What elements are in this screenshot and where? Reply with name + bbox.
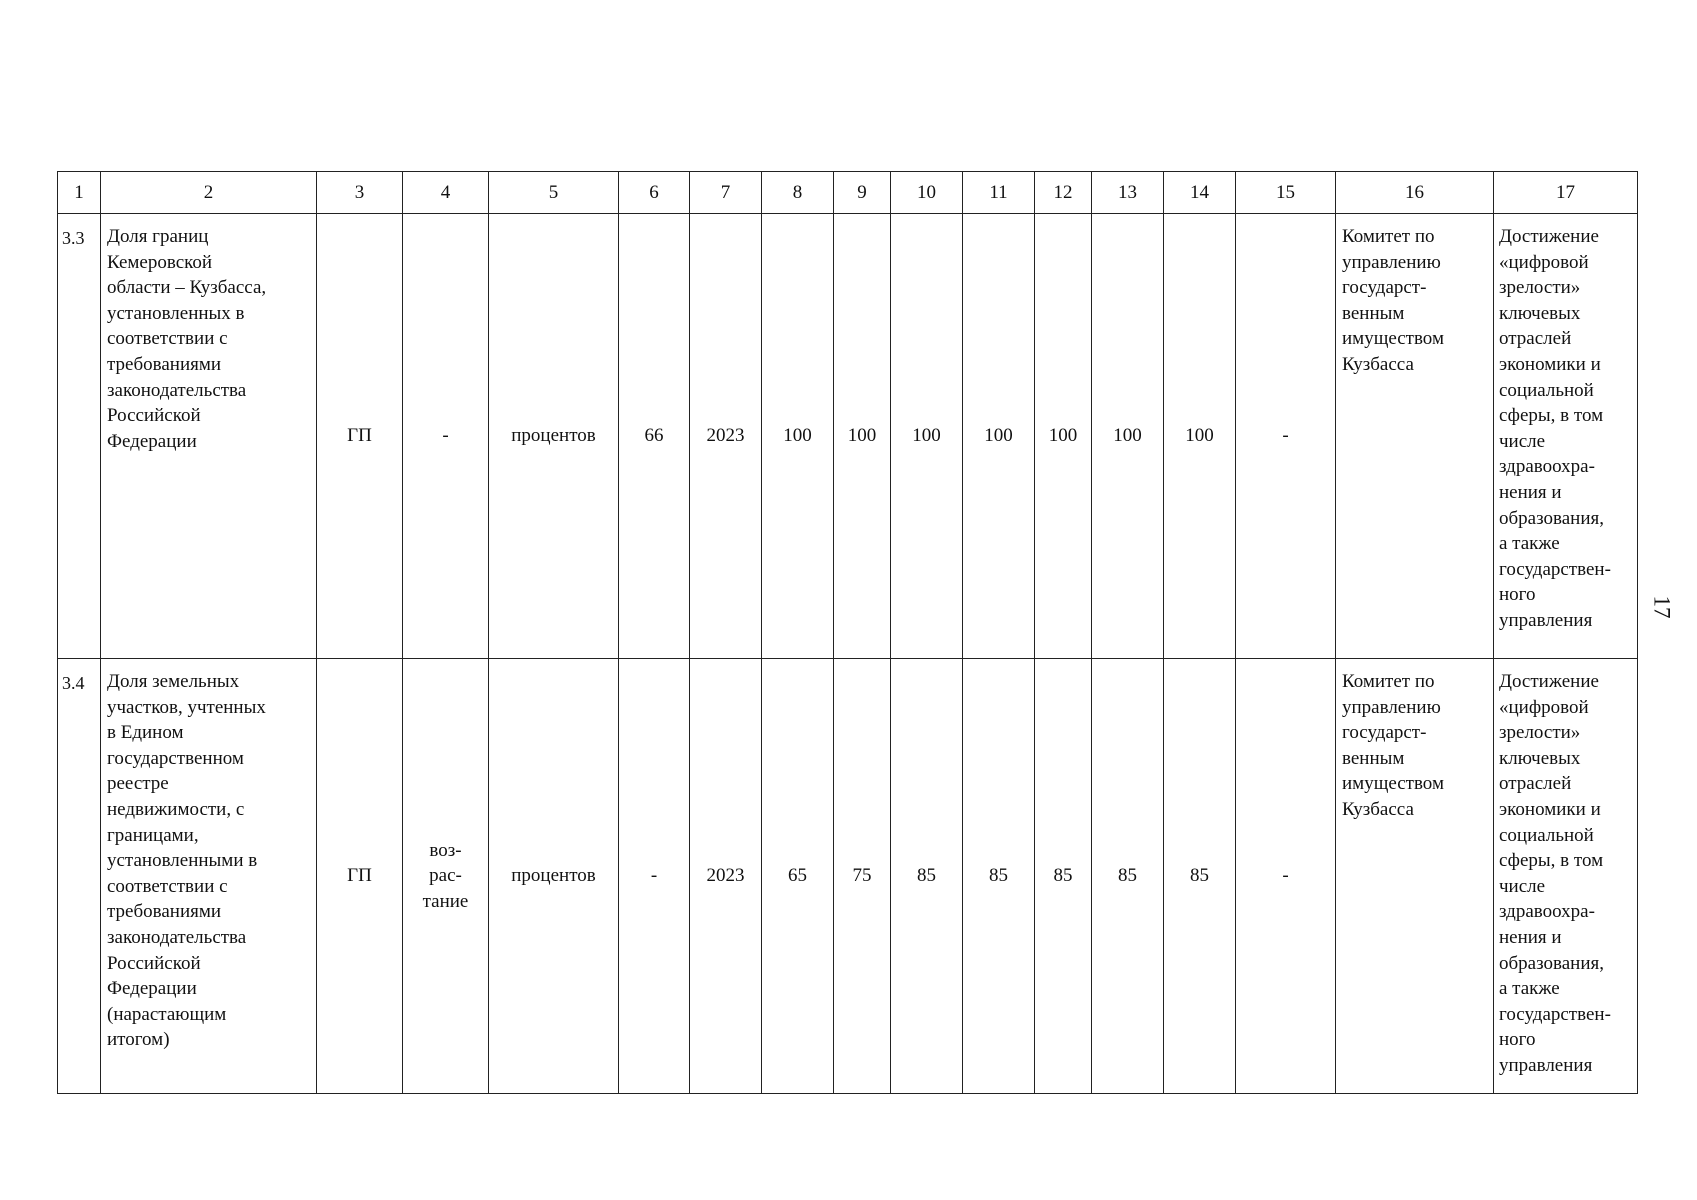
indicator-trend: -: [403, 214, 489, 659]
indicator-level: ГП: [317, 659, 403, 1094]
column-header: 16: [1336, 172, 1494, 214]
value-col-11: 100: [963, 214, 1035, 659]
value-col-15: -: [1236, 214, 1336, 659]
value-col-11: 85: [963, 659, 1035, 1094]
row-number: 3.3: [58, 214, 101, 659]
value-col-10: 85: [891, 659, 963, 1094]
column-header: 12: [1035, 172, 1092, 214]
base-year: 2023: [690, 659, 762, 1094]
page-number: 17: [1649, 595, 1675, 619]
responsible-body: Комитет по управлению государст- венным имуществом Кузбасса: [1336, 659, 1494, 1094]
indicator-trend: воз- рас- тание: [403, 659, 489, 1094]
unit-of-measure: процентов: [489, 659, 619, 1094]
column-header: 14: [1164, 172, 1236, 214]
related-goal: Достижение «цифровой зрелости» ключевых отраслей экономики и социальной сферы, в том числе здравоохра- нения и образования, а также государствен- ного управления: [1494, 659, 1638, 1094]
indicator-level: ГП: [317, 214, 403, 659]
indicators-table: [57, 171, 1638, 1094]
value-col-10: 100: [891, 214, 963, 659]
value-col-14: 100: [1164, 214, 1236, 659]
value-col-8: 100: [762, 214, 834, 659]
base-value: -: [619, 659, 690, 1094]
value-col-13: 85: [1092, 659, 1164, 1094]
row-number: 3.4: [58, 659, 101, 1094]
value-col-9: 75: [834, 659, 891, 1094]
value-col-13: 100: [1092, 214, 1164, 659]
value-col-8: 65: [762, 659, 834, 1094]
table-header-row: [58, 172, 1638, 214]
column-header: 13: [1092, 172, 1164, 214]
column-header: 5: [489, 172, 619, 214]
unit-of-measure: процентов: [489, 214, 619, 659]
indicator-name: Доля границ Кемеровской области – Кузбасса, установленных в соответствии с требованиями законодательства Российской Федерации: [101, 214, 317, 659]
table-row: [58, 214, 1638, 659]
column-header: 11: [963, 172, 1035, 214]
column-header: 1: [58, 172, 101, 214]
value-col-12: 100: [1035, 214, 1092, 659]
column-header: 3: [317, 172, 403, 214]
column-header: 10: [891, 172, 963, 214]
value-col-9: 100: [834, 214, 891, 659]
responsible-body: Комитет по управлению государст- венным имуществом Кузбасса: [1336, 214, 1494, 659]
column-header: 4: [403, 172, 489, 214]
column-header: 7: [690, 172, 762, 214]
column-header: 6: [619, 172, 690, 214]
indicator-name: Доля земельных участков, учтенных в Едином государственном реестре недвижимости, с границами, установленными в соответствии с требованиями законодательства Российской Федерации (нарастающим итогом): [101, 659, 317, 1094]
column-header: 17: [1494, 172, 1638, 214]
value-col-14: 85: [1164, 659, 1236, 1094]
column-header: 2: [101, 172, 317, 214]
table-row: [58, 659, 1638, 1094]
base-year: 2023: [690, 214, 762, 659]
column-header: 15: [1236, 172, 1336, 214]
value-col-12: 85: [1035, 659, 1092, 1094]
base-value: 66: [619, 214, 690, 659]
value-col-15: -: [1236, 659, 1336, 1094]
column-header: 9: [834, 172, 891, 214]
related-goal: Достижение «цифровой зрелости» ключевых отраслей экономики и социальной сферы, в том числе здравоохра- нения и образования, а также государствен- ного управления: [1494, 214, 1638, 659]
column-header: 8: [762, 172, 834, 214]
